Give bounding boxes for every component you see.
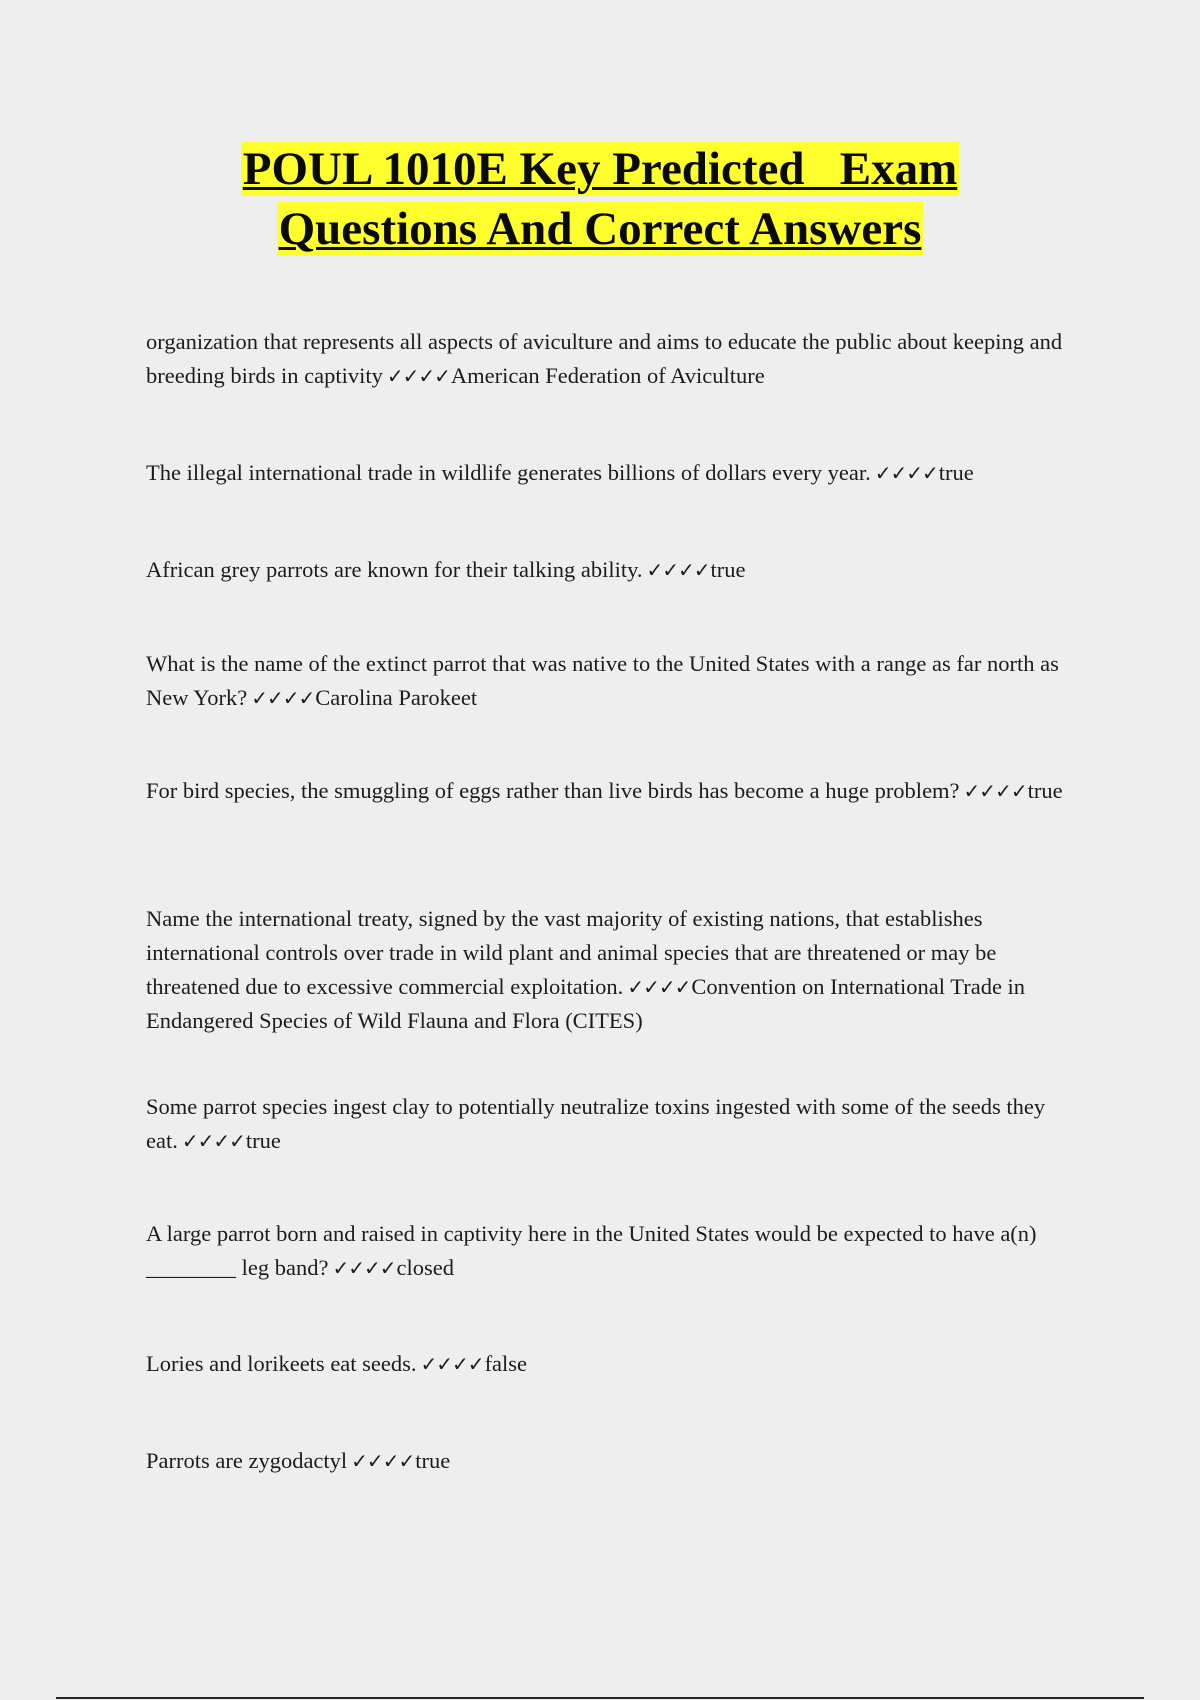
checkmark-icon: ✓✓✓✓ xyxy=(963,779,1027,803)
question-text: African grey parrots are known for their talking ability. xyxy=(146,557,643,582)
qa-item-10 xyxy=(146,1444,1066,1478)
answer-text: true xyxy=(415,1448,451,1473)
question-text: The illegal international trade in wildlife generates billions of dollars every year. xyxy=(146,460,871,485)
qa-item-5 xyxy=(146,774,1066,808)
checkmark-icon: ✓✓✓✓ xyxy=(386,364,450,388)
answer-text: Convention on International Trade in Endangered Species of Wild Flauna and Flora (CITES) xyxy=(146,974,1026,1033)
question-text: Some parrot species ingest clay to potentially neutralize toxins ingested with some of the seeds they eat. xyxy=(146,1094,1046,1153)
qa-item-2 xyxy=(146,456,1066,490)
answer-text: true xyxy=(938,460,974,485)
qa-item-1 xyxy=(146,325,1066,393)
answer-text: false xyxy=(484,1351,528,1376)
qa-item-3 xyxy=(146,553,1066,587)
question-text: Lories and lorikeets eat seeds. xyxy=(146,1351,417,1376)
qa-item-8 xyxy=(146,1217,1066,1285)
checkmark-icon: ✓✓✓✓ xyxy=(251,686,315,710)
answer-text: true xyxy=(245,1128,281,1153)
question-text: A large parrot born and raised in captivity here in the United States would be expected to have a(n) ________ leg band? xyxy=(146,1221,1037,1280)
checkmark-icon: ✓✓✓✓ xyxy=(627,975,691,999)
qa-item-6 xyxy=(146,902,1066,1038)
bottom-divider xyxy=(56,1697,1144,1699)
answer-text: true xyxy=(710,557,746,582)
question-text: Name the international treaty, signed by the vast majority of existing nations, that establishes international controls over trade in wild plant and animal species that are threatened or may be threatened due to excessive commercial exploitation. xyxy=(146,906,997,999)
checkmark-icon: ✓✓✓✓ xyxy=(874,461,938,485)
question-text: organization that represents all aspects of aviculture and aims to educate the public about keeping and breeding birds in captivity xyxy=(146,329,1063,388)
checkmark-icon: ✓✓✓✓ xyxy=(351,1449,415,1473)
title-line-2: Questions And Correct Answers xyxy=(278,203,922,255)
qa-item-4 xyxy=(146,647,1066,715)
answer-text: American Federation of Aviculture xyxy=(450,363,765,388)
checkmark-icon: ✓✓✓✓ xyxy=(420,1352,484,1376)
answer-text: true xyxy=(1027,778,1063,803)
title-line-1: POUL 1010E Key Predicted Exam xyxy=(242,143,958,195)
answer-text: closed xyxy=(396,1255,454,1280)
checkmark-icon: ✓✓✓✓ xyxy=(181,1129,245,1153)
document-title xyxy=(0,142,1200,256)
answer-text: Carolina Parokeet xyxy=(315,685,478,710)
question-text: Parrots are zygodactyl xyxy=(146,1448,348,1473)
checkmark-icon: ✓✓✓✓ xyxy=(332,1256,396,1280)
question-text: What is the name of the extinct parrot that was native to the United States with a range as far north as New York? xyxy=(146,651,1059,710)
qa-item-7 xyxy=(146,1090,1066,1158)
question-text: For bird species, the smuggling of eggs rather than live birds has become a huge problem? xyxy=(146,778,960,803)
checkmark-icon: ✓✓✓✓ xyxy=(646,558,710,582)
qa-item-9 xyxy=(146,1347,1066,1381)
